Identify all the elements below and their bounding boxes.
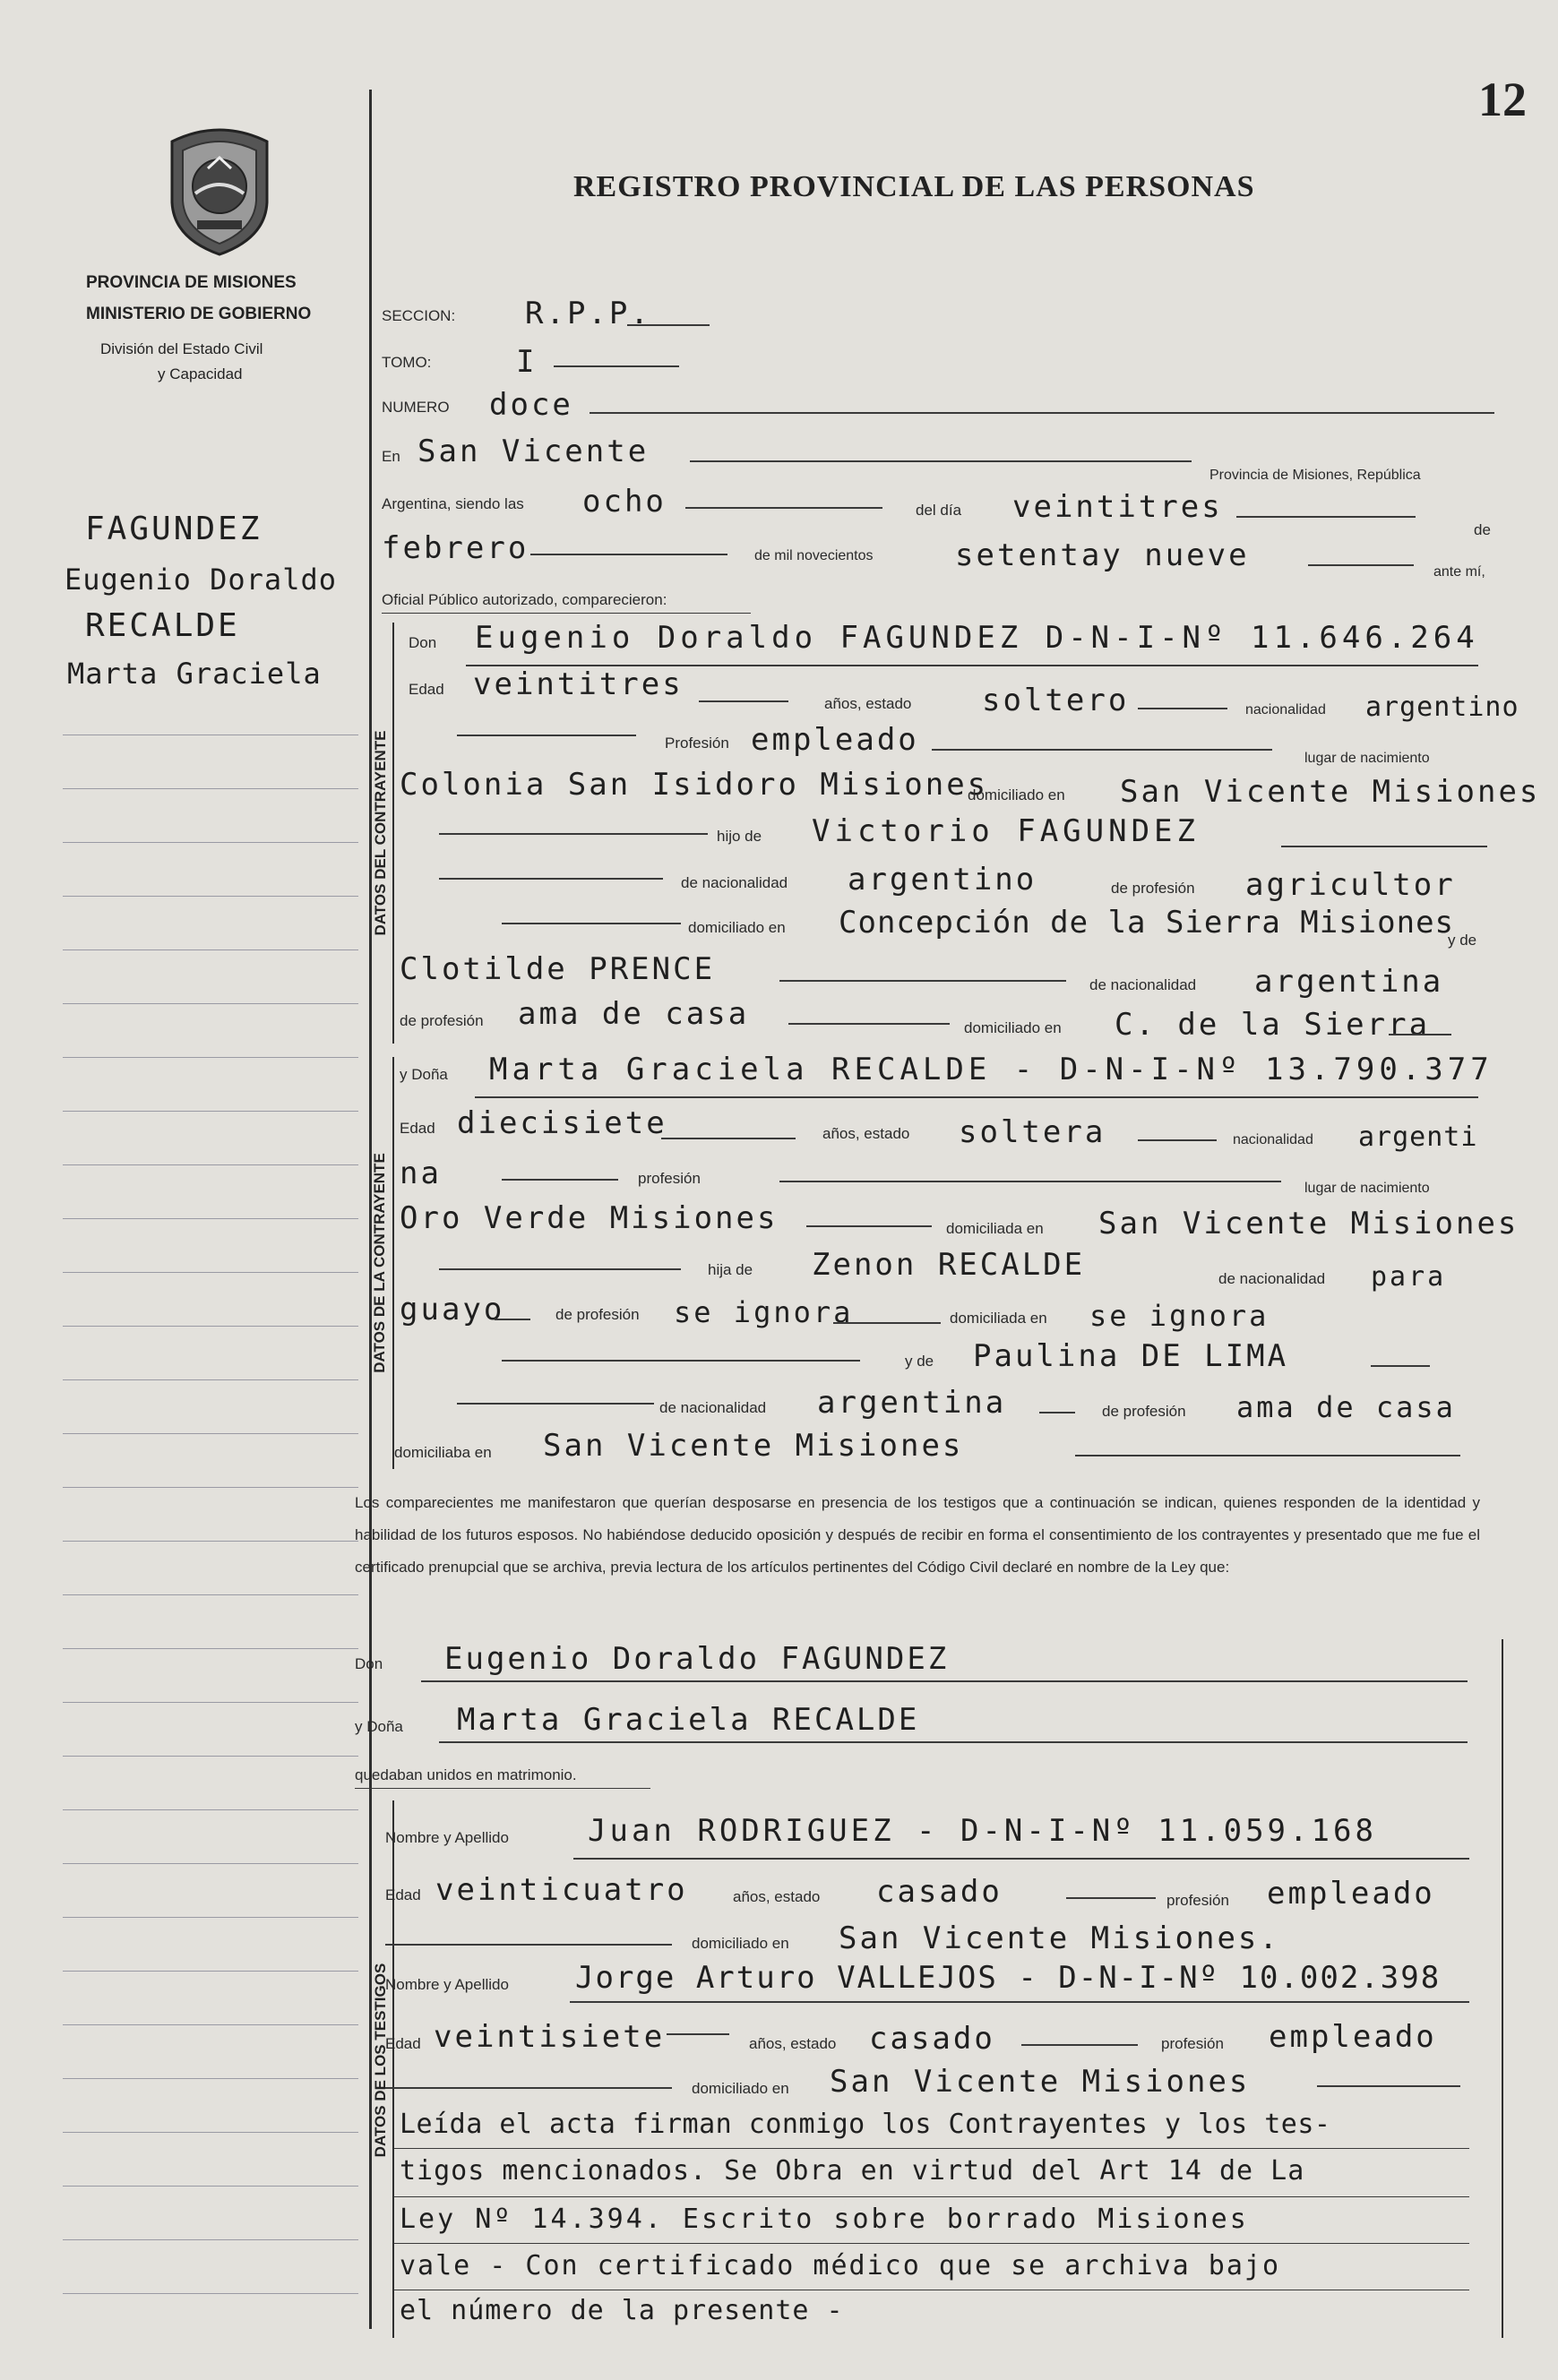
testigos-bracket-rule bbox=[392, 1800, 394, 2338]
value-bride-mother-profession: ama de casa bbox=[1236, 1390, 1456, 1424]
value-groom-birthplace: Colonia San Isidoro Misiones bbox=[400, 767, 989, 803]
label-de-profesion-bm: de profesión bbox=[1102, 1403, 1186, 1420]
closing-note-line-1: Leída el acta firman conmigo los Contrayentes y los tes- bbox=[400, 2109, 1331, 2140]
closing-note-line-4: vale - Con certificado médico que se archiva bajo bbox=[400, 2250, 1281, 2281]
value-bride-mother-nationality: argentina bbox=[817, 1385, 1007, 1421]
label-datos-contrayente: DATOS DEL CONTRAYENTE bbox=[372, 730, 389, 936]
value-united-dona: Marta Graciela RECALDE bbox=[457, 1702, 920, 1738]
value-witness2-profession: empleado bbox=[1269, 2019, 1437, 2055]
label-domiciliado-groom: domiciliado en bbox=[968, 786, 1065, 803]
value-witness2-status: casado bbox=[869, 2021, 995, 2057]
value-groom-name: Eugenio Doraldo FAGUNDEZ D-N-I-Nº 11.646.264 bbox=[475, 620, 1479, 656]
value-bride-mother-domicile: San Vicente Misiones bbox=[543, 1428, 964, 1464]
label-y-de-bride: y de bbox=[905, 1353, 934, 1370]
label-del-dia: del día bbox=[916, 502, 962, 519]
label-domiciliado-w2: domiciliado en bbox=[692, 2080, 789, 2097]
value-numero: doce bbox=[489, 387, 573, 423]
value-witness2-name: Jorge Arturo VALLEJOS - D-N-I-Nº 10.002.398 bbox=[575, 1960, 1442, 1996]
label-profesion-groom: Profesión bbox=[665, 735, 729, 752]
label-profesion-w1: profesión bbox=[1166, 1892, 1229, 1909]
label-nombre-w1: Nombre y Apellido bbox=[385, 1829, 509, 1846]
value-groom-mother: Clotilde PRENCE bbox=[400, 951, 716, 987]
value-witness2-age: veintisiete bbox=[434, 2019, 666, 2055]
value-groom-domicile: San Vicente Misiones bbox=[1120, 774, 1541, 810]
label-y-dona-united: y Doña bbox=[355, 1718, 403, 1735]
value-seccion: R.P.P. bbox=[525, 296, 651, 331]
label-lugar-nacimiento-groom: lugar de nacimiento bbox=[1304, 751, 1430, 766]
value-bride-age: diecisiete bbox=[457, 1105, 667, 1141]
label-argentina-siendo: Argentina, siendo las bbox=[382, 495, 524, 512]
label-profesion-w2: profesión bbox=[1161, 2035, 1224, 2052]
label-de-nacionalidad-gf: de nacionalidad bbox=[681, 874, 788, 891]
label-don-united: Don bbox=[355, 1655, 383, 1672]
value-groom-mother-profession: ama de casa bbox=[518, 996, 750, 1032]
value-bride-status: soltera bbox=[959, 1114, 1106, 1150]
label-ante-mi: ante mí, bbox=[1433, 564, 1485, 580]
division-line-1: División del Estado Civil bbox=[100, 340, 263, 357]
margin-surname-bride: RECALDE bbox=[85, 607, 240, 644]
page-number: 12 bbox=[1478, 73, 1527, 126]
value-bride-name: Marta Graciela RECALDE - D-N-I-Nº 13.790.377 bbox=[489, 1052, 1493, 1087]
label-anos-estado-groom: años, estado bbox=[824, 695, 912, 712]
value-groom-father: Victorio FAGUNDEZ bbox=[812, 813, 1200, 849]
province-name: PROVINCIA DE MISIONES bbox=[86, 273, 297, 292]
value-anio: setentay nueve bbox=[955, 537, 1250, 573]
value-groom-father-nationality: argentino bbox=[848, 862, 1037, 898]
label-lugar-nacimiento-bride: lugar de nacimiento bbox=[1304, 1181, 1430, 1196]
margin-names-groom: Eugenio Doraldo bbox=[65, 563, 337, 597]
value-witness2-domicile: San Vicente Misiones bbox=[830, 2064, 1251, 2100]
label-seccion: SECCION: bbox=[382, 307, 456, 324]
label-anos-estado-w1: años, estado bbox=[733, 1888, 821, 1905]
value-bride-father-nationality-2: guayo bbox=[400, 1292, 505, 1327]
label-en: En bbox=[382, 448, 400, 465]
closing-note-line-2: tigos mencionados. Se Obra en virtud del Art 14 de La bbox=[400, 2155, 1305, 2187]
label-de-profesion-gf: de profesión bbox=[1111, 880, 1195, 897]
label-datos-testigos: DATOS DE LOS TESTIGOS bbox=[372, 1963, 389, 2158]
label-profesion-bride: profesión bbox=[638, 1170, 701, 1187]
value-dia: veintitres bbox=[1012, 489, 1223, 525]
label-domiciliado-w1: domiciliado en bbox=[692, 1935, 789, 1952]
value-witness1-age: veinticuatro bbox=[435, 1872, 688, 1908]
label-edad: Edad bbox=[409, 681, 444, 698]
contrayente-bracket-rule bbox=[392, 623, 394, 1044]
value-groom-profession: empleado bbox=[751, 722, 919, 758]
margin-names-bride: Marta Graciela bbox=[67, 657, 322, 691]
value-groom-age: veintitres bbox=[473, 666, 684, 702]
value-bride-father: Zenon RECALDE bbox=[812, 1247, 1086, 1283]
value-mes: febrero bbox=[382, 530, 529, 566]
value-tomo: I bbox=[516, 344, 538, 380]
label-edad-w2: Edad bbox=[385, 2035, 421, 2052]
label-de-nacionalidad-bf: de nacionalidad bbox=[1218, 1270, 1326, 1287]
value-bride-mother: Paulina DE LIMA bbox=[973, 1338, 1289, 1374]
label-domiciliado-gf: domiciliado en bbox=[688, 919, 786, 936]
value-bride-nationality-2: na bbox=[400, 1156, 442, 1191]
right-edge-rule bbox=[1502, 1639, 1503, 2338]
value-lugar: San Vicente bbox=[417, 434, 650, 469]
value-bride-nationality-1: argenti bbox=[1358, 1121, 1478, 1153]
label-datos-contrayente-f: DATOS DE LA CONTRAYENTE bbox=[371, 1153, 388, 1373]
closing-note-line-3: Ley Nº 14.394. Escrito sobre borrado Misiones bbox=[400, 2204, 1249, 2235]
label-anos-estado-bride: años, estado bbox=[822, 1125, 910, 1142]
label-edad-bride: Edad bbox=[400, 1120, 435, 1137]
value-bride-birthplace: Oro Verde Misiones bbox=[400, 1200, 779, 1236]
label-de-nacionalidad-gm: de nacionalidad bbox=[1089, 976, 1197, 993]
label-tomo: TOMO: bbox=[382, 354, 432, 371]
label-hija-de: hija de bbox=[708, 1261, 753, 1278]
label-domiciliada-bf: domiciliada en bbox=[950, 1310, 1047, 1327]
value-witness1-status: casado bbox=[876, 1874, 1003, 1910]
value-groom-nationality: argentino bbox=[1365, 692, 1519, 723]
label-de: de bbox=[1474, 521, 1491, 538]
label-domiciliaba: domiciliaba en bbox=[394, 1444, 492, 1461]
label-nacionalidad-groom: nacionalidad bbox=[1245, 702, 1326, 717]
value-groom-father-domicile: Concepción de la Sierra Misiones bbox=[839, 905, 1455, 941]
value-bride-father-profession: se ignora bbox=[674, 1295, 854, 1329]
label-nombre-w2: Nombre y Apellido bbox=[385, 1976, 509, 1993]
value-groom-mother-domicile: C. de la Sierra bbox=[1115, 1007, 1431, 1043]
value-witness1-profession: empleado bbox=[1267, 1876, 1435, 1912]
value-witness1-domicile: San Vicente Misiones. bbox=[839, 1920, 1280, 1956]
label-nacionalidad-bride: nacionalidad bbox=[1233, 1132, 1313, 1147]
declaration-paragraph: Los comparecientes me manifestaron que querían desposarse en presencia de los testigos que a continuación se indican, quienes responden de la identidad y habilidad de los futuros esposos. No habiéndose deducido oposición y después de recibir en forma el consentimiento de los contrayentes y presentado que me fue el certificado prenupcial que se archiva, previa lectura de los artículos pertinentes del Código Civil declaré en nombre de la Ley que: bbox=[355, 1494, 1480, 1576]
division-line-2: y Capacidad bbox=[158, 365, 243, 382]
registry-title: REGISTRO PROVINCIAL DE LAS PERSONAS bbox=[573, 170, 1255, 203]
label-don: Don bbox=[409, 634, 437, 651]
margin-surname-groom: FAGUNDEZ bbox=[85, 511, 263, 547]
value-bride-father-nationality-1: para bbox=[1371, 1261, 1447, 1293]
label-quedaban: quedaban unidos en matrimonio. bbox=[355, 1766, 577, 1783]
value-groom-father-profession: agricultor bbox=[1245, 867, 1456, 903]
label-y-dona: y Doña bbox=[400, 1066, 448, 1083]
label-anos-estado-w2: años, estado bbox=[749, 2035, 837, 2052]
provincial-seal-icon bbox=[159, 124, 280, 261]
label-de-profesion-bf: de profesión bbox=[555, 1306, 640, 1323]
label-de-mil: de mil novecientos bbox=[754, 548, 874, 563]
value-groom-mother-nationality: argentina bbox=[1254, 964, 1444, 1000]
ministry-name: MINISTERIO DE GOBIERNO bbox=[86, 305, 312, 323]
value-bride-father-domicile: se ignora bbox=[1089, 1299, 1270, 1333]
label-numero: NUMERO bbox=[382, 399, 450, 416]
value-groom-status: soltero bbox=[982, 683, 1130, 718]
label-de-profesion-gm: de profesión bbox=[400, 1012, 484, 1029]
contrayente-f-bracket-rule bbox=[392, 1057, 394, 1469]
value-bride-domicile: San Vicente Misiones bbox=[1098, 1206, 1519, 1242]
value-united-don: Eugenio Doraldo FAGUNDEZ bbox=[444, 1641, 950, 1677]
label-provincia: Provincia de Misiones, República bbox=[1209, 468, 1421, 483]
label-edad-w1: Edad bbox=[385, 1886, 421, 1903]
label-domiciliada-bride: domiciliada en bbox=[946, 1220, 1044, 1237]
label-y-de-groom: y de bbox=[1448, 932, 1477, 949]
label-domiciliado-gm: domiciliado en bbox=[964, 1019, 1062, 1036]
value-hora: ocho bbox=[582, 484, 667, 520]
closing-note-line-5: el número de la presente - bbox=[400, 2295, 844, 2326]
label-de-nacionalidad-bm: de nacionalidad bbox=[659, 1399, 767, 1416]
label-oficial: Oficial Público autorizado, comparecieron: bbox=[382, 591, 667, 608]
label-hijo-de: hijo de bbox=[717, 828, 762, 845]
value-witness1-name: Juan RODRIGUEZ - D-N-I-Nº 11.059.168 bbox=[588, 1813, 1377, 1849]
